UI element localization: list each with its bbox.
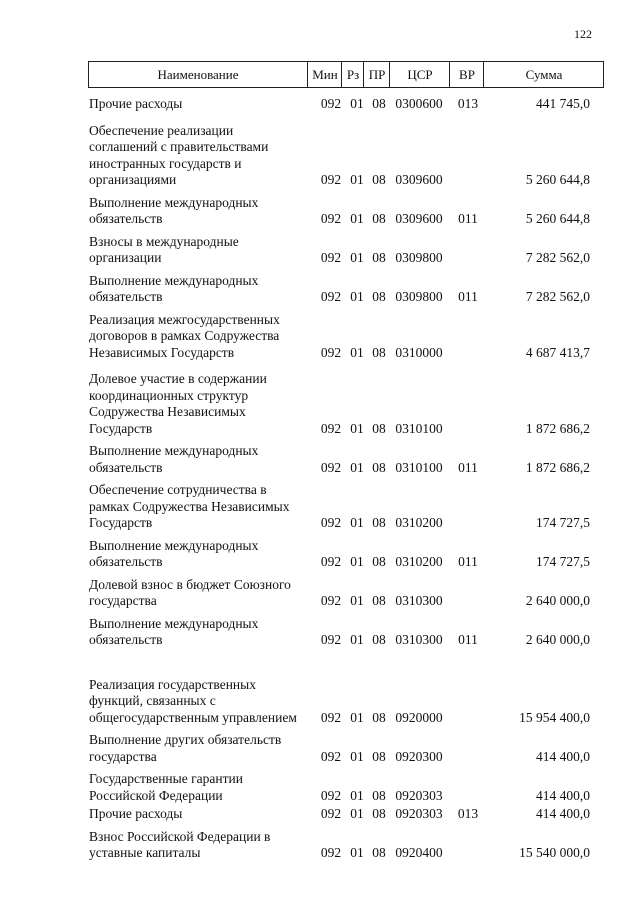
row-codes	[88, 787, 604, 804]
row-codes	[88, 632, 604, 649]
header-rz: Рз	[341, 62, 364, 87]
cell-csr: 0310200	[395, 554, 443, 569]
cell-csr: 0309800	[395, 250, 443, 265]
cell-rz: 01	[350, 344, 364, 360]
cell-rz: 01	[350, 250, 364, 265]
cell-pr: 08	[372, 806, 386, 821]
cell-pr: 08	[372, 632, 386, 647]
cell-csr: 0309800	[395, 289, 443, 304]
cell-rz: 01	[350, 845, 364, 860]
table-row	[88, 771, 604, 804]
row-codes	[88, 806, 604, 823]
row-codes	[88, 709, 604, 726]
cell-pr: 08	[372, 593, 386, 608]
header-name: Наименование	[157, 67, 239, 82]
table-row	[88, 482, 604, 532]
cell-rz: 01	[350, 709, 364, 725]
cell-vr: 011	[458, 211, 478, 226]
cell-csr: 0310100	[395, 459, 443, 475]
cell-csr: 0310000	[395, 344, 443, 360]
cell-pr: 08	[372, 554, 386, 569]
table-row	[88, 577, 604, 610]
cell-rz: 01	[350, 515, 364, 530]
cell-sum: 7 282 562,0	[525, 250, 590, 265]
row-codes	[88, 554, 604, 571]
cell-rz: 01	[350, 96, 364, 111]
cell-rz: 01	[350, 787, 364, 803]
cell-rz: 01	[350, 806, 364, 821]
cell-csr: 0920000	[395, 709, 443, 725]
cell-min: 092	[320, 515, 342, 530]
cell-sum: 2 640 000,0	[525, 632, 590, 647]
cell-rz: 01	[350, 289, 364, 304]
table-row	[88, 123, 604, 189]
row-codes	[88, 211, 604, 228]
cell-min: 092	[320, 748, 342, 764]
cell-sum: 5 260 644,8	[525, 211, 590, 226]
cell-sum: 441 745,0	[536, 96, 590, 111]
row-codes	[88, 420, 604, 437]
cell-min: 092	[320, 806, 342, 821]
table-row	[88, 234, 604, 267]
cell-pr: 08	[372, 96, 386, 111]
row-name: Взносы в международные организации	[89, 233, 239, 265]
cell-min: 092	[320, 593, 342, 608]
row-name: Выполнение международных обязательств	[89, 615, 259, 647]
row-name: Прочие расходы	[89, 96, 183, 111]
cell-rz: 01	[350, 748, 364, 764]
row-codes	[88, 748, 604, 765]
header-min: Мин	[307, 62, 342, 87]
row-name: Выполнение международных обязательств	[89, 443, 259, 475]
cell-pr: 08	[372, 289, 386, 304]
table-row	[88, 273, 604, 306]
row-name: Выполнение международных обязательств	[89, 537, 259, 569]
cell-csr: 0310200	[395, 515, 443, 530]
cell-min: 092	[320, 250, 342, 265]
cell-sum: 7 282 562,0	[525, 289, 590, 304]
cell-csr: 0300600	[395, 96, 443, 111]
table-row	[88, 371, 604, 437]
cell-min: 092	[320, 172, 342, 187]
cell-sum: 15 540 000,0	[519, 845, 590, 860]
cell-pr: 08	[372, 748, 386, 764]
cell-vr: 011	[458, 554, 478, 569]
cell-rz: 01	[350, 211, 364, 226]
cell-sum: 4 687 413,7	[525, 344, 590, 360]
row-codes	[88, 250, 604, 267]
row-name: Взнос Российской Федерации в уставные капиталы	[89, 828, 271, 860]
cell-sum: 15 954 400,0	[519, 709, 590, 725]
header-sum: Сумма	[483, 62, 604, 87]
cell-min: 092	[320, 344, 342, 360]
cell-min: 092	[320, 459, 342, 475]
cell-min: 092	[320, 420, 342, 436]
cell-csr: 0310300	[395, 632, 443, 647]
page-number: 122	[574, 27, 592, 41]
row-codes	[88, 344, 604, 361]
table-row	[88, 616, 604, 649]
row-codes	[88, 96, 604, 113]
cell-min: 092	[320, 845, 342, 860]
table-body	[88, 90, 604, 862]
table-row	[88, 732, 604, 765]
table-row	[88, 96, 604, 113]
cell-min: 092	[320, 709, 342, 725]
row-name: Прочие расходы	[89, 806, 183, 821]
cell-csr: 0920303	[395, 787, 443, 803]
cell-pr: 08	[372, 172, 386, 187]
table-row	[88, 443, 604, 476]
cell-vr: 013	[457, 96, 479, 111]
cell-min: 092	[320, 787, 342, 803]
cell-csr: 0309600	[395, 172, 443, 187]
cell-sum: 414 400,0	[536, 806, 590, 821]
cell-csr: 0309600	[395, 211, 443, 226]
cell-csr: 0920303	[395, 806, 443, 821]
cell-csr: 0310300	[395, 593, 443, 608]
cell-vr: 011	[458, 632, 478, 647]
cell-pr: 08	[372, 211, 386, 226]
row-name: Долевой взнос в бюджет Союзного государства	[89, 576, 291, 608]
row-name: Реализация государственных функций, связанных с общегосударственным управлением	[89, 676, 297, 725]
table-row	[88, 806, 604, 823]
row-name: Выполнение других обязательств государства	[89, 732, 282, 764]
cell-sum: 174 727,5	[536, 554, 590, 569]
table-row	[88, 312, 604, 362]
cell-sum: 414 400,0	[536, 748, 590, 764]
header-pr: ПР	[363, 62, 390, 87]
cell-rz: 01	[350, 632, 364, 647]
cell-rz: 01	[350, 172, 364, 187]
row-name: Реализация межгосударственных договоров в рамках Содружества Независимых Государств	[89, 311, 280, 360]
row-codes	[88, 515, 604, 532]
cell-sum: 414 400,0	[536, 787, 590, 803]
cell-pr: 08	[372, 420, 386, 436]
cell-pr: 08	[372, 709, 386, 725]
cell-pr: 08	[372, 787, 386, 803]
row-name: Обеспечение сотрудничества в рамках Содружества Независимых Государств	[89, 482, 290, 530]
cell-vr: 011	[458, 459, 478, 475]
cell-min: 092	[320, 96, 342, 111]
cell-csr: 0920300	[395, 748, 443, 764]
cell-min: 092	[320, 289, 342, 304]
row-codes	[88, 845, 604, 862]
row-name: Выполнение международных обязательств	[89, 272, 259, 304]
table-row	[88, 538, 604, 571]
cell-sum: 2 640 000,0	[525, 593, 590, 608]
cell-min: 092	[320, 554, 342, 569]
table-row	[88, 677, 604, 727]
row-name: Выполнение международных обязательств	[89, 194, 259, 226]
row-name: Обеспечение реализации соглашений с правительствами иностранных государств и организациями	[89, 122, 269, 187]
table-row	[88, 195, 604, 228]
row-name: Государственные гарантии Российской Федерации	[89, 771, 243, 803]
row-codes	[88, 593, 604, 610]
header-vr: ВР	[449, 62, 484, 87]
cell-min: 092	[320, 632, 342, 647]
cell-pr: 08	[372, 459, 386, 475]
cell-vr: 013	[457, 806, 479, 821]
cell-csr: 0920400	[395, 845, 443, 860]
cell-rz: 01	[350, 420, 364, 436]
cell-rz: 01	[350, 459, 364, 475]
cell-sum: 1 872 686,2	[525, 459, 590, 475]
row-name: Долевое участие в содержании координационных структур Содружества Независимых Государств	[89, 371, 267, 436]
cell-rz: 01	[350, 593, 364, 608]
cell-min: 092	[320, 211, 342, 226]
cell-pr: 08	[372, 845, 386, 860]
header-csr: ЦСР	[389, 62, 450, 87]
row-codes	[88, 459, 604, 476]
row-codes	[88, 289, 604, 306]
cell-pr: 08	[372, 250, 386, 265]
cell-pr: 08	[372, 344, 386, 360]
cell-rz: 01	[350, 554, 364, 569]
cell-pr: 08	[372, 515, 386, 530]
table-row	[88, 829, 604, 862]
cell-sum: 1 872 686,2	[525, 420, 590, 436]
cell-sum: 5 260 644,8	[525, 172, 590, 187]
cell-csr: 0310100	[395, 420, 443, 436]
cell-sum: 174 727,5	[536, 515, 590, 530]
table-header	[88, 61, 604, 88]
cell-vr: 011	[458, 289, 478, 304]
row-codes	[88, 172, 604, 189]
